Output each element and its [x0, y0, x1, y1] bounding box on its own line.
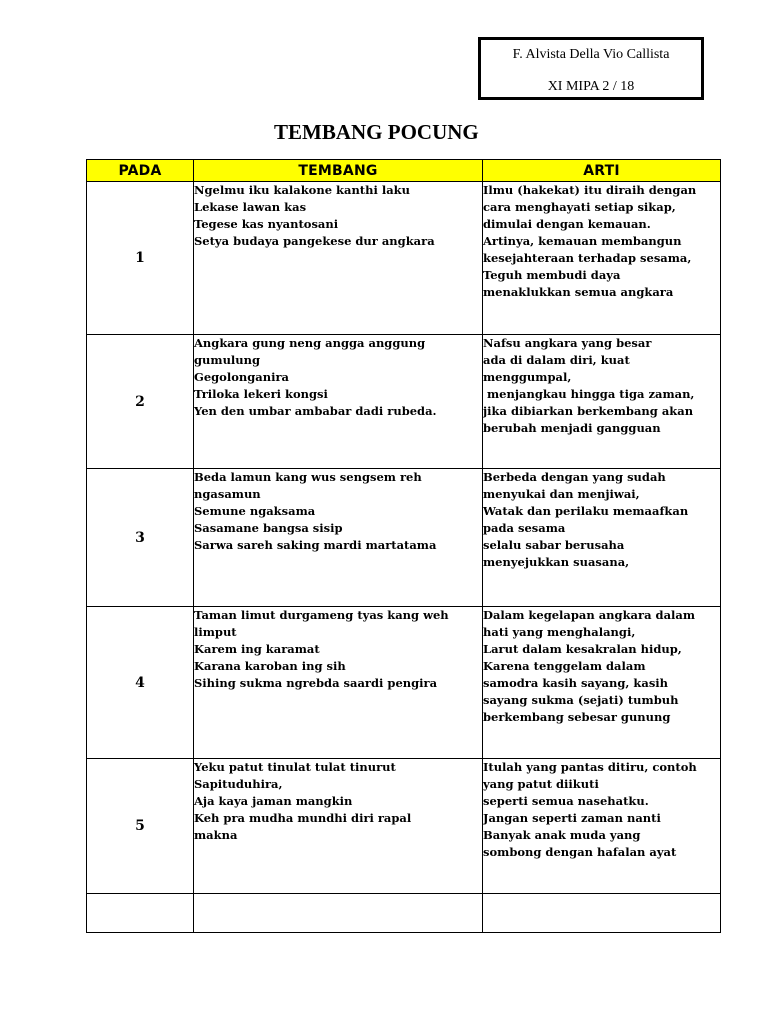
pada-number: 1: [87, 182, 194, 335]
tembang-table: [86, 159, 721, 933]
table-row: [87, 182, 721, 335]
arti-text: Itulah yang pantas ditiru, contoh yang patut diikuti seperti semua nasehatku. Jangan seperti zaman nanti Banyak anak muda yang sombong dengan hafalan ayat: [483, 759, 721, 894]
table-row: [87, 759, 721, 894]
table-header-row: [87, 160, 721, 182]
pada-number: 3: [87, 469, 194, 607]
student-class: XI MIPA 2 / 18: [547, 79, 635, 94]
arti-text: Nafsu angkara yang besar ada di dalam diri, kuat menggumpal, menjangkau hingga tiga zaman, jika dibiarkan berkembang akan berubah menjadi gangguan: [483, 335, 721, 469]
header-pada: PADA: [87, 160, 194, 182]
tembang-text: Taman limut durgameng tyas kang weh limput Karem ing karamat Karana karoban ing sih Sihing sukma ngrebda saardi pengira: [194, 607, 483, 759]
pada-number: 5: [87, 759, 194, 894]
arti-text: Dalam kegelapan angkara dalam hati yang menghalangi, Larut dalam kesakralan hidup, Karena tenggelam dalam samodra kasih sayang, kasih sayang sukma (sejati) tumbuh berkembang sebesar gunung: [483, 607, 721, 759]
arti-text: Berbeda dengan yang sudah menyukai dan menjiwai, Watak dan perilaku memaafkan pada sesama selalu sabar berusaha menyejukkan suasana,: [483, 469, 721, 607]
pada-number: [87, 894, 194, 933]
table-row: [87, 469, 721, 607]
arti-text: [483, 894, 721, 933]
pada-number: 4: [87, 607, 194, 759]
tembang-text: [194, 894, 483, 933]
header-arti: ARTI: [483, 160, 721, 182]
table-row-empty: [87, 894, 721, 933]
table-row: [87, 335, 721, 469]
student-info-box: [478, 37, 704, 100]
tembang-text: Beda lamun kang wus sengsem reh ngasamun Semune ngaksama Sasamane bangsa sisip Sarwa sareh saking mardi martatama: [194, 469, 483, 607]
pada-number: 2: [87, 335, 194, 469]
student-name: F. Alvista Della Vio Callista: [512, 47, 670, 62]
tembang-text: Ngelmu iku kalakone kanthi laku Lekase lawan kas Tegese kas nyantosani Setya budaya pangekese dur angkara: [194, 182, 483, 335]
arti-text: Ilmu (hakekat) itu diraih dengan cara menghayati setiap sikap, dimulai dengan kemauan. Artinya, kemauan membangun kesejahteraan terhadap sesama, Teguh membudi daya menaklukkan semua angkara: [483, 182, 721, 335]
tembang-text: Yeku patut tinulat tulat tinurut Sapituduhira, Aja kaya jaman mangkin Keh pra mudha mundhi diri rapal makna: [194, 759, 483, 894]
tembang-text: Angkara gung neng angga anggung gumulung Gegolonganira Triloka lekeri kongsi Yen den umbar ambabar dadi rubeda.: [194, 335, 483, 469]
header-tembang: TEMBANG: [194, 160, 483, 182]
document-title: TEMBANG POCUNG: [274, 120, 479, 144]
table-row: [87, 607, 721, 759]
